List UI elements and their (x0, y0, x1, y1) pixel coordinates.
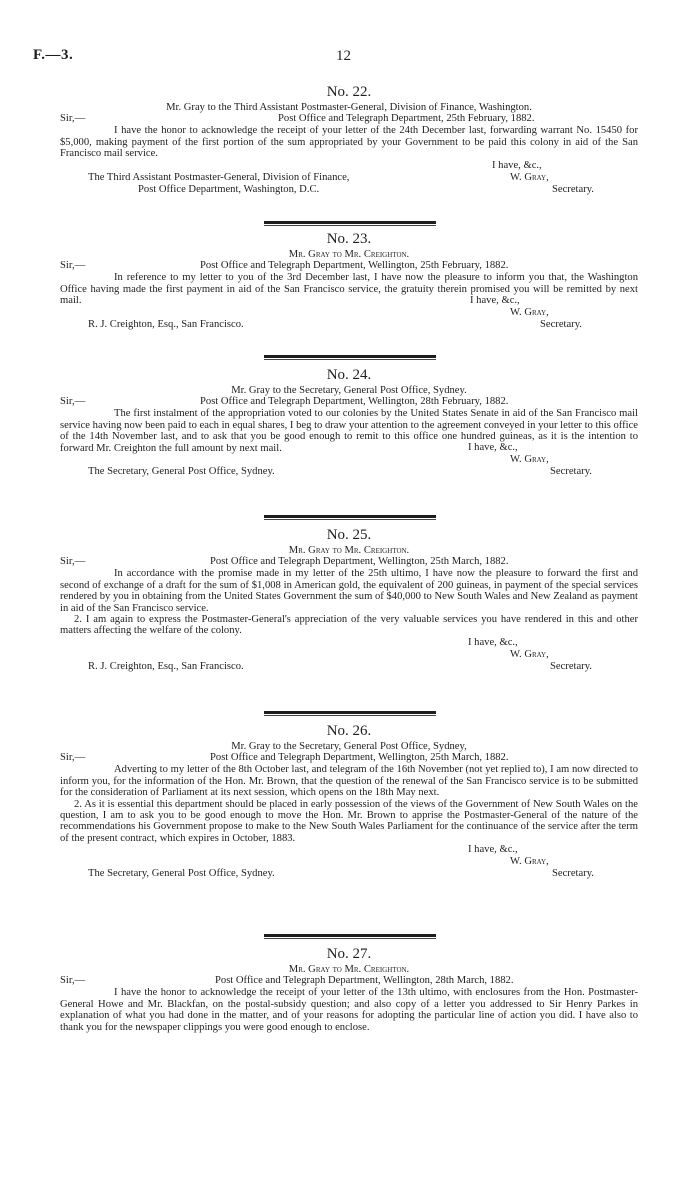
letter-number: No. 25. (326, 527, 372, 543)
salutation: Sir,— (60, 113, 86, 125)
signature: W. Gray, (510, 648, 549, 660)
letter-number: No. 27. (326, 946, 372, 962)
section-divider (264, 515, 436, 518)
salutation-row (60, 752, 638, 764)
salutation-row (60, 260, 638, 272)
title-row (60, 661, 638, 673)
salutation-row (60, 113, 638, 125)
place-date: Post Office and Telegraph Department, Wellington, 25th March, 1882. (210, 752, 509, 764)
letter-23 (60, 231, 638, 331)
letter-number: No. 23. (326, 231, 372, 247)
page-number: 12 (336, 48, 351, 64)
closing-text: I have, &c., (468, 442, 518, 454)
salutation-row (60, 975, 638, 987)
letter-body: The first instalment of the appropriation voted to our colonies by the United States Senate in aid of the San Francisco mail service having now been paid to each in equal shares, I beg to draw your attention to the agreement conveyed in your letter to this office of the 14th November last, and to ask that you be good enough to remit to this office one hundred guineas, as it is the intention to forward Mr. Creighton the full amount by next mail. (60, 408, 638, 454)
signature-row (60, 307, 638, 319)
signature: W. Gray, (510, 856, 549, 868)
addressee: R. J. Creighton, Esq., San Francisco. (88, 318, 244, 330)
signatory-title: Secretary. (550, 466, 592, 478)
letter-heading: Mr. Gray to Mr. Creighton. (288, 545, 410, 556)
salutation: Sir,— (60, 260, 86, 272)
salutation: Sir,— (60, 752, 86, 764)
signature: W. Gray, (510, 306, 549, 318)
signature-row (60, 172, 638, 184)
closing (60, 844, 638, 856)
letter-25 (60, 527, 638, 673)
section-divider (264, 934, 436, 937)
section-divider (264, 221, 436, 224)
signature-row (60, 649, 638, 661)
signature-row (60, 454, 638, 466)
signatory-title: Secretary. (552, 183, 594, 195)
closing-text: I have, &c., (468, 636, 518, 648)
letter-body-paragraph-2: 2. I am again to express the Postmaster-General's appreciation of the very valuable services you have rendered in this and other matters affecting the welfare of the colony. (60, 614, 638, 637)
signature: W. Gray, (510, 171, 549, 183)
letter-22 (60, 84, 638, 196)
title-row (60, 319, 638, 331)
closing (60, 442, 638, 454)
addressee: The Third Assistant Postmaster-General, Division of Finance, (88, 171, 350, 183)
addressee: The Secretary, General Post Office, Sydney. (88, 868, 275, 880)
letter-body: In accordance with the promise made in my letter of the 25th ultimo, I have now the pleasure to forward the first and second of exchange of a draft for the sum of $1,008 in American gold, the equivalent of 200 guineas, in payment of the special services rendered by you in obtaining from the United States Government the sum of $40,000 to New South Wales and New Zealand as payment in aid of the San Francisco service. (60, 568, 638, 614)
document-code: F.—3. (33, 47, 74, 63)
signature-row (60, 856, 638, 868)
letter-body: I have the honor to acknowledge the receipt of your letter of the 13th ultimo, with enclosures from the Hon. Postmaster-General Howe and Mr. Blackfan, on the postal-subsidy question; and also copy of a letter you addressed to Sir Henry Parkes in explanation of what you had done in the matter, and of your reasons for adopting the particular line of action you did. I have also to thank you for the newspaper clippings you were good enough to enclose. (60, 987, 638, 1033)
place-date: Post Office and Telegraph Department, Wellington, 28th March, 1882. (215, 975, 514, 987)
title-row (60, 466, 638, 478)
letter-heading: Mr. Gray to the Third Assistant Postmaster-General, Division of Finance, Washington. (166, 102, 532, 113)
letter-heading: Mr. Gray to Mr. Creighton. (288, 249, 410, 260)
closing-text: I have, &c., (468, 844, 518, 856)
signatory-title: Secretary. (540, 318, 582, 330)
title-row (60, 184, 638, 196)
letter-body: I have the honor to acknowledge the receipt of your letter of the 24th December last, forwarding warrant No. 15450 for $5,000, making payment of the first portion of the sum appropriated by your Government to be paid this colony in aid of the San Francisco mail service. (60, 125, 638, 160)
letter-number: No. 26. (326, 723, 372, 739)
letter-heading: Mr. Gray to the Secretary, General Post Office, Sydney. (231, 385, 467, 396)
signatory-title: Secretary. (550, 660, 592, 672)
place-date: Post Office and Telegraph Department, Wellington, 25th February, 1882. (200, 260, 509, 272)
addressee: R. J. Creighton, Esq., San Francisco. (88, 660, 244, 672)
addressee-line-2: Post Office Department, Washington, D.C. (138, 183, 320, 195)
letter-number: No. 24. (326, 367, 372, 383)
salutation-row (60, 556, 638, 568)
letter-27 (60, 946, 638, 1033)
letter-heading: Mr. Gray to the Secretary, General Post Office, Sydney, (231, 741, 467, 752)
closing (60, 160, 638, 172)
letter-heading: Mr. Gray to Mr. Creighton. (288, 964, 410, 975)
letter-24 (60, 367, 638, 478)
place-date: Post Office and Telegraph Department, 25th February, 1882. (278, 113, 535, 125)
letter-26 (60, 723, 638, 880)
place-date: Post Office and Telegraph Department, Wellington, 25th March, 1882. (210, 556, 509, 568)
addressee: The Secretary, General Post Office, Sydney. (88, 466, 275, 478)
salutation: Sir,— (60, 556, 86, 568)
signature: W. Gray, (510, 454, 549, 466)
salutation: Sir,— (60, 396, 86, 408)
section-divider (264, 711, 436, 714)
letter-body: In reference to my letter to you of the 3rd December last, I have now the pleasure to inform you that, the Washington Office having made the first payment in aid of the San Francisco service, the gratuity therein promised you will be remitted by next mail. (60, 272, 638, 307)
letter-number: No. 22. (326, 84, 372, 100)
closing (60, 295, 638, 307)
salutation: Sir,— (60, 975, 86, 987)
closing-text: I have, &c., (470, 294, 520, 306)
closing-text: I have, &c., (492, 159, 542, 171)
place-date: Post Office and Telegraph Department, Wellington, 28th February, 1882. (200, 396, 509, 408)
title-row (60, 868, 638, 880)
letter-body: Adverting to my letter of the 8th October last, and telegram of the 16th November (not yet replied to), I am now directed to inform you, for the information of the Hon. Mr. Brown, that the question of the renewal of the San Francisco service is to be submitted for the consideration of Parliament at its next session, which opens on the 18th May next. (60, 764, 638, 799)
signatory-title: Secretary. (552, 868, 594, 880)
section-divider (264, 355, 436, 358)
letter-body-paragraph-2: 2. As it is essential this department should be placed in early possession of the views of the Government of New South Wales on the question, I am to ask you to be good enough to move the Hon. Mr. Brown to apprise the Postmaster-General of the nature of the recommendations his Government propose to make to the New South Wales Parliament for the continuance of the service after the term of the present contract, which expires in October, 1883. (60, 798, 638, 844)
closing (60, 637, 638, 649)
salutation-row (60, 396, 638, 408)
